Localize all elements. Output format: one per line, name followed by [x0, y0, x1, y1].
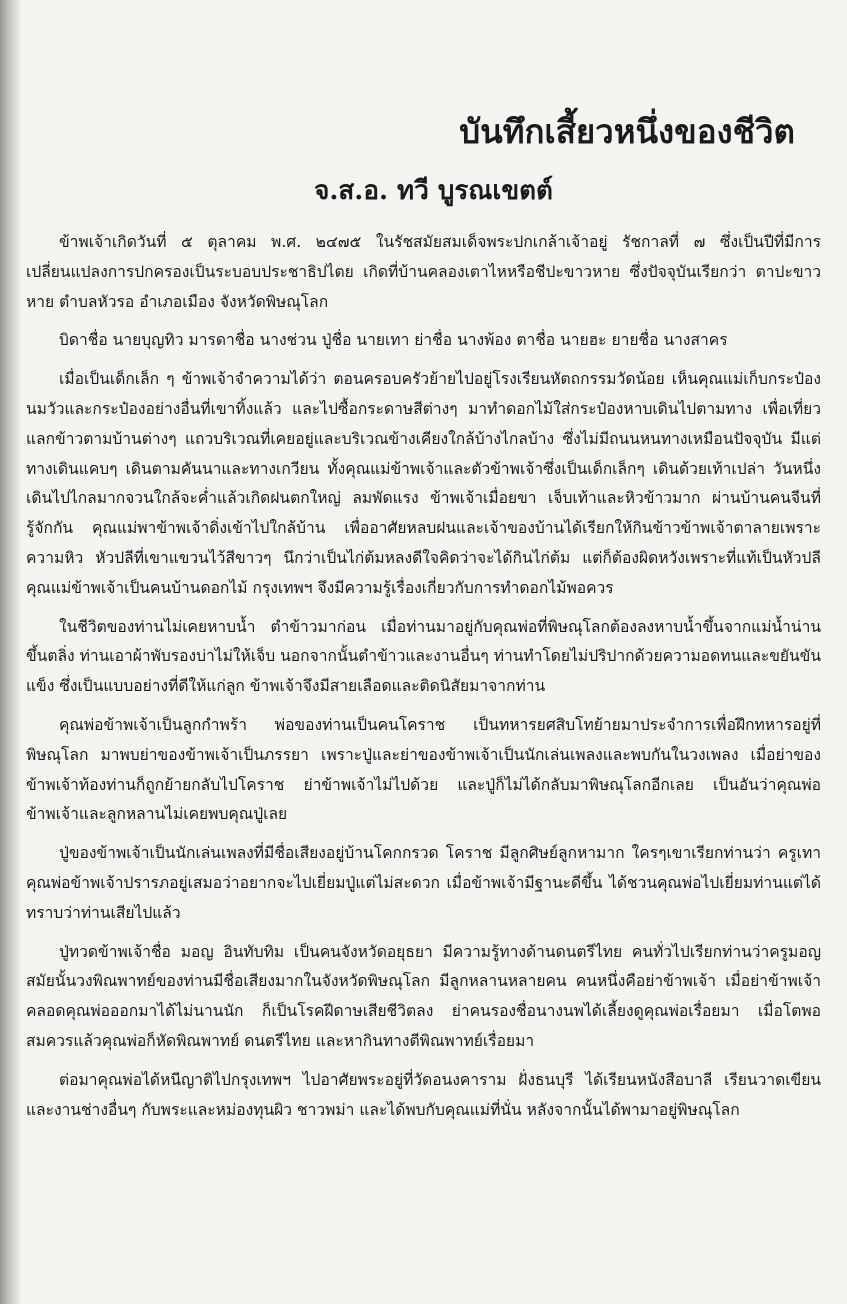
paragraph-childhood: เมื่อเป็นเด็กเล็ก ๆ ข้าพเจ้าจำความได้ว่า ตอนครอบครัวย้ายไปอยู่โรงเรียนหัตถกรรมวัดน้อย เห็นคุณแม่เก็บกระป๋องนมวัวและกระป๋องอย่างอื่นที่เขาทิ้งแล้ว และไปซื้อกระดาษสีต่างๆ มาทำดอกไม้ใส่กระป๋องหาบเดินไปตามทาง เพื่อเที่ยวแลกข้าวตามบ้านต่างๆ แถวบริเวณที่เคยอยู่และบริเวณข้างเคียงใกล้บ้างไกลบ้าง ซึ่งไม่มีถนนหนทางเหมือนปัจจุบัน มีแต่ทางเดินแคบๆ เดินตามคันนาและทางเกวียน ทั้งคุณแม่ข้าพเจ้าและตัวข้าพเจ้าซึ่งเป็นเด็กเล็กๆ เดินด้วยเท้าเปล่า วันหนึ่งเดินไปไกลมากจวนใกล้จะค่ำแล้วเกิดฝนตกใหญ่ ลมพัดแรง ข้าพเจ้าเมื่อยขา เจ็บเท้าและหิวข้าวมาก ผ่านบ้านคนจีนที่รู้จักกัน คุณแม่พาข้าพเจ้าดิ่งเข้าไปใกล้บ้าน เพื่ออาศัยหลบฝนและเจ้าของบ้านได้เรียกให้กินข้าวข้าพเจ้าตาลายเพราะความหิว หัวปลีที่เขาแขวนไว้สีขาวๆ นึกว่าเป็นไก่ต้มหลงดีใจคิดว่าจะได้กินไก่ต้ม แต่ก็ต้องผิดหวังเพราะที่แท้เป็นหัวปลี คุณแม่ข้าพเจ้าเป็นคนบ้านดอกไม้ กรุงเทพฯ จึงมีความรู้เรื่องเกี่ยวกับการทำดอกไม้พอควร	[26, 370, 821, 597]
body-text	[26, 228, 821, 1134]
paragraph-mother: ในชีวิตของท่านไม่เคยหาบน้ำ ตำข้าวมาก่อน เมื่อท่านมาอยู่กับคุณพ่อที่พิษณุโลกต้องลงหาบน้ำขึ้นจากแม่น้ำน่านขึ้นตลิ่ง ท่านเอาผ้าพับรองบ่าไม่ให้เจ็บ นอกจากนั้นตำข้าวและงานอื่นๆ ท่านทำโดยไม่ปริปากด้วยความอดทนและขยันขันแข็ง ซึ่งเป็นแบบอย่างที่ดีให้แก่ลูก ข้าพเจ้าจึงมีสายเลือดและติดนิสัยมาจากท่าน	[26, 617, 821, 696]
binding-shadow	[0, 0, 22, 1304]
paragraph-birth: ข้าพเจ้าเกิดวันที่ ๕ ตุลาคม พ.ศ. ๒๔๗๕ ในรัชสมัยสมเด็จพระปกเกล้าเจ้าอยู่ รัชกาลที่ ๗ ซึ่งเป็นปีที่มีการเปลี่ยนแปลงการปกครองเป็นระบอบประชาธิปไตย เกิดที่บ้านคลองเตาไหหรือชีปะขาวหาย ซึ่งปัจจุบันเรียกว่า ตาปะขาวหาย ตำบลหัวรอ อำเภอเมือง จังหวัดพิษณุโลก	[26, 233, 821, 311]
chapter-title: บันทึกเสี้ยวหนึ่งของชีวิต	[459, 112, 795, 151]
paragraph-bangkok: ต่อมาคุณพ่อได้หนีญาติไปกรุงเทพฯ ไปอาศัยพระอยู่ที่วัดอนงคาราม ฝั่งธนบุรี ได้เรียนหนังสือบาลี เรียนวาดเขียนและงานช่างอื่นๆ กับพระและหม่องทุนผิว ชาวพม่า และได้พบกับคุณแม่ที่นั่น หลังจากนั้นได้พามาอยู่พิษณุโลก	[26, 1070, 821, 1119]
paragraph-grandfather: ปู่ของข้าพเจ้าเป็นนักเล่นเพลงที่มีชื่อเสียงอยู่บ้านโคกกรวด โคราช มีลูกศิษย์ลูกหามาก ใครๆเขาเรียกท่านว่า ครูเทา คุณพ่อข้าพเจ้าปรารภอยู่เสมอว่าอยากจะไปเยี่ยมปู่แต่ไม่สะดวก เมื่อข้าพเจ้ามีฐานะดีขึ้น ได้ชวนคุณพ่อไปเยี่ยมท่านแต่ได้ทราบว่าท่านเสียไปแล้ว	[26, 844, 821, 922]
book-page	[26, 0, 821, 1304]
paragraph-great-grandfather: ปู่ทวดข้าพเจ้าชื่อ มอญ อินทับทิม เป็นคนจังหวัดอยุธยา มีความรู้ทางด้านดนตรีไทย คนทั่วไปเรียกท่านว่าครูมอญ สมัยนั้นวงพิณพาทย์ของท่านมีชื่อเสียงมากในจังหวัดพิษณุโลก มีลูกหลานหลายคน คนหนึ่งคือย่าข้าพเจ้า เมื่อย่าข้าพเจ้าคลอดคุณพ่อออกมาได้ไม่นานนัก ก็เป็นโรคฝีดาษเสียชีวิตลง ย่าคนรองชื่อนางนพได้เลี้ยงดูคุณพ่อเรื่อยมา เมื่อโตพอสมควรแล้วคุณพ่อก็หัดพิณพาทย์ ดนตรีไทย และหากินทางตีพิณพาทย์เรื่อยมา	[26, 942, 821, 1050]
author-name: จ.ส.อ. ทวี บูรณเขตต์	[314, 176, 553, 206]
paragraph-father: คุณพ่อข้าพเจ้าเป็นลูกกำพร้า พ่อของท่านเป็นคนโคราช เป็นทหารยศสิบโทย้ายมาประจำการเพื่อฝึกทหารอยู่ที่พิษณุโลก มาพบย่าของข้าพเจ้าเป็นภรรยา เพราะปู่และย่าของข้าพเจ้าเป็นนักเล่นเพลงและพบกันในวงเพลง เมื่อย่าของข้าพเจ้าท้องท่านก็ถูกย้ายกลับไปโคราช ย่าข้าพเจ้าไม่ไปด้วย และปู่ก็ไม่ได้กลับมาพิษณุโลกอีกเลย เป็นอันว่าคุณพ่อข้าพเจ้าและลูกหลานไม่เคยพบคุณปู่เลย	[26, 715, 821, 824]
paragraph-family: บิดาชื่อ นายบุญทิว มารดาชื่อ นางช่วน ปู่ชื่อ นายเทา ย่าชื่อ นางพ้อง ตาชื่อ นายฮะ ยายชื่อ นางสาคร	[59, 331, 728, 350]
